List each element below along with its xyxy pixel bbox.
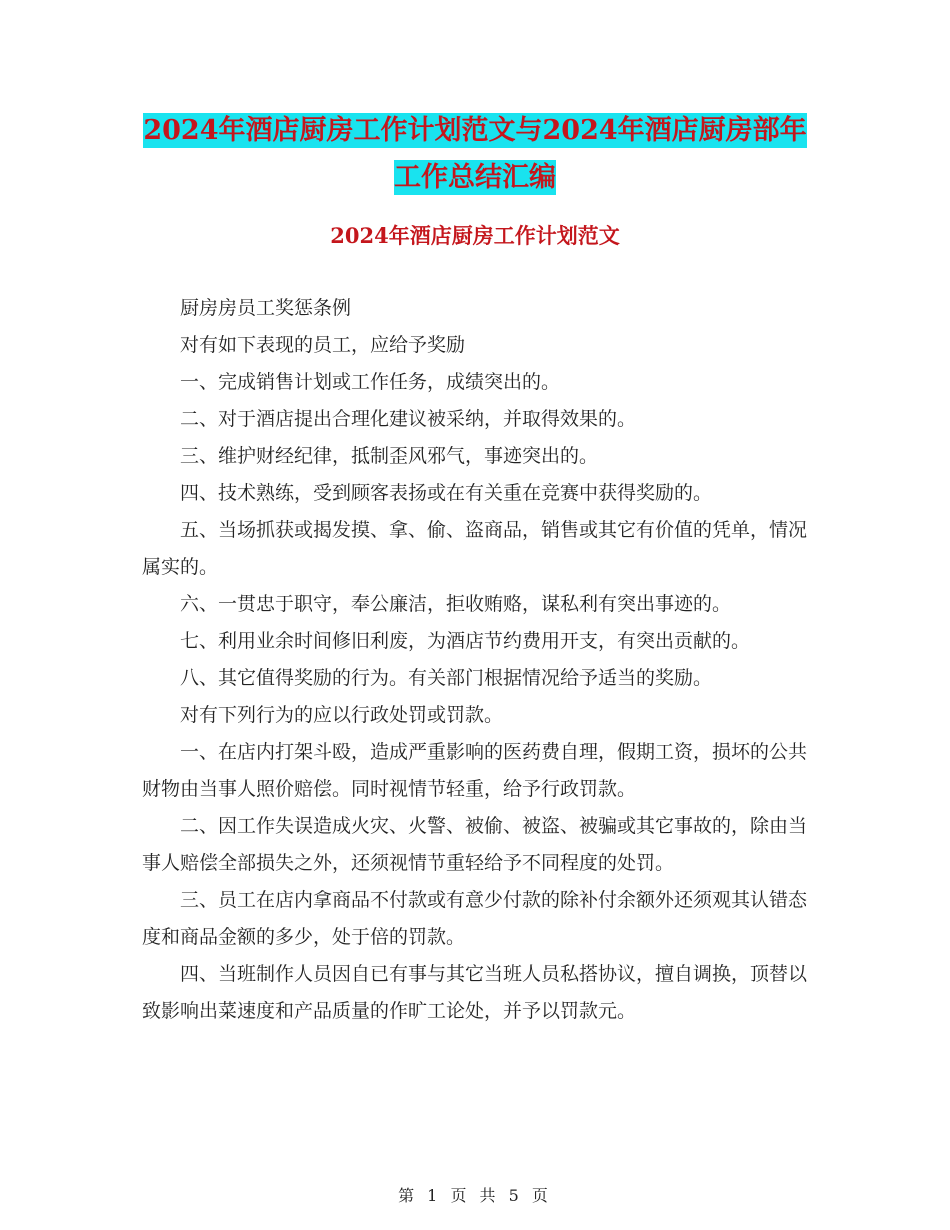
paragraph: 八、其它值得奖励的行为。有关部门根据情况给予适当的奖励。 [180, 667, 713, 689]
paragraph: 四、技术熟练，受到顾客表扬或在有关重在竞赛中获得奖励的。 [180, 482, 713, 504]
paragraph: 一、完成销售计划或工作任务，成绩突出的。 [180, 371, 561, 393]
paragraph: 对有如下表现的员工，应给予奖励 [180, 334, 466, 356]
document-title-line-1: 2024年酒店厨房工作计划范文与2024年酒店厨房部年 [143, 115, 807, 146]
paragraph: 四、当班制作人员因自已有事与其它当班人员私搭协议，擅自调换，顶替以致影响出菜速度和产品质量的作旷工论处，并予以罚款元。 [142, 963, 808, 1022]
document-body [142, 290, 814, 1030]
paragraph: 对有下列行为的应以行政处罚或罚款。 [180, 704, 504, 726]
paragraph: 二、因工作失误造成火灾、火警、被偷、被盗、被骗或其它事故的，除由当事人赔偿全部损失之外，还须视情节重轻给予不同程度的处罚。 [142, 815, 808, 874]
paragraph: 一、在店内打架斗殴，造成严重影响的医药费自理，假期工资，损坏的公共财物由当事人照价赔偿。同时视情节轻重，给予行政罚款。 [142, 741, 808, 800]
paragraph: 五、当场抓获或揭发摸、拿、偷、盗商品，销售或其它有价值的凭单，情况属实的。 [142, 519, 808, 578]
paragraph: 三、员工在店内拿商品不付款或有意少付款的除补付余额外还须观其认错态度和商品金额的多少，处于倍的罚款。 [142, 889, 808, 948]
paragraph: 七、利用业余时间修旧利废，为酒店节约费用开支，有突出贡献的。 [180, 630, 751, 652]
paragraph: 二、对于酒店提出合理化建议被采纳，并取得效果的。 [180, 408, 637, 430]
section-title: 2024年酒店厨房工作计划范文 [330, 223, 620, 248]
paragraph: 六、一贯忠于职守，奉公廉洁，拒收贿赂，谋私利有突出事迹的。 [180, 593, 732, 615]
paragraph: 厨房房员工奖惩条例 [180, 297, 352, 319]
document-title-line-2: 工作总结汇编 [394, 162, 556, 193]
page-number-footer: 第 1 页 共 5 页 [398, 1186, 552, 1205]
paragraph: 三、维护财经纪律，抵制歪风邪气，事迹突出的。 [180, 445, 599, 467]
